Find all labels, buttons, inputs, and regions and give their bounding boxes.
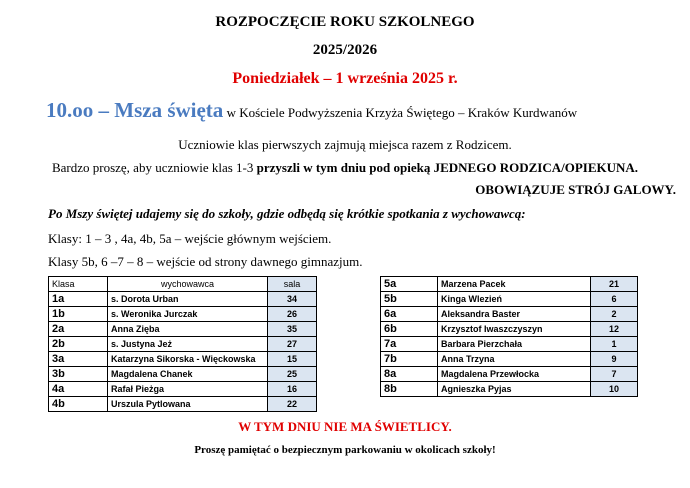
class-cell: 4b — [49, 397, 108, 412]
parent-request-text: Bardzo proszę, aby uczniowie klas 1-3 — [51, 160, 257, 175]
teacher-cell: s. Dorota Urban — [108, 292, 268, 307]
teacher-cell: Kinga Wlezień — [438, 292, 591, 307]
mass-line — [46, 98, 577, 123]
table-row — [49, 397, 317, 412]
teacher-cell: Magdalena Chanek — [108, 367, 268, 382]
teacher-cell: Anna Trzyna — [438, 352, 591, 367]
teacher-cell: Rafał Pieżga — [108, 382, 268, 397]
teacher-cell: Aleksandra Baster — [438, 307, 591, 322]
table-row — [381, 367, 638, 382]
room-cell: 15 — [268, 352, 317, 367]
table-row — [381, 352, 638, 367]
class-cell: 2a — [49, 322, 108, 337]
room-cell: 1 — [591, 337, 638, 352]
teacher-cell: s. Justyna Jeż — [108, 337, 268, 352]
class-cell: 3b — [49, 367, 108, 382]
table-row — [49, 307, 317, 322]
class-cell: 6b — [381, 322, 438, 337]
room-cell: 27 — [268, 337, 317, 352]
class-cell: 5a — [381, 277, 438, 292]
table-row — [381, 322, 638, 337]
teacher-cell: Agnieszka Pyjas — [438, 382, 591, 397]
table-row — [49, 352, 317, 367]
room-cell: 2 — [591, 307, 638, 322]
room-cell: 22 — [268, 397, 317, 412]
room-cell: 35 — [268, 322, 317, 337]
no-daycare-notice: W TYM DNIU NIE MA ŚWIETLICY. — [238, 419, 452, 434]
class-cell: 3a — [49, 352, 108, 367]
school-year: 2025/2026 — [312, 42, 378, 58]
mass-time: 10.oo – Msza święta — [46, 98, 224, 122]
table-row — [381, 307, 638, 322]
room-cell: 16 — [268, 382, 317, 397]
table-row — [381, 277, 638, 292]
table-header-row — [49, 277, 317, 292]
room-cell: 10 — [591, 382, 638, 397]
class-table-left — [48, 276, 317, 412]
room-cell: 6 — [591, 292, 638, 307]
class-table-right — [380, 276, 638, 397]
after-mass-note: Po Mszy świętej udajemy się do szkoły, gdzie odbędą się krótkie spotkania z wychowawcą: — [48, 206, 526, 221]
room-cell: 12 — [591, 322, 638, 337]
teacher-cell: s. Weronika Jurczak — [108, 307, 268, 322]
header-sala: sala — [268, 277, 317, 292]
mass-place: w Kościele Podwyższenia Krzyża Świętego – Kraków Kurdwanów — [223, 105, 578, 120]
room-cell: 34 — [268, 292, 317, 307]
class-cell: 1b — [49, 307, 108, 322]
class-cell: 4a — [49, 382, 108, 397]
entrance-side: Klasy 5b, 6 –7 – 8 – wejście od strony dawnego gimnazjum. — [48, 254, 363, 269]
teacher-cell: Katarzyna Sikorska - Więckowska — [108, 352, 268, 367]
table-row — [381, 382, 638, 397]
teacher-cell: Barbara Pierzchała — [438, 337, 591, 352]
event-date: Poniedziałek – 1 września 2025 r. — [232, 70, 458, 87]
teacher-cell: Marzena Pacek — [438, 277, 591, 292]
parking-notice: Proszę pamiętać o bezpiecznym parkowaniu w okolicach szkoły! — [194, 444, 496, 456]
class-cell: 1a — [49, 292, 108, 307]
room-cell: 26 — [268, 307, 317, 322]
room-cell: 7 — [591, 367, 638, 382]
table-row — [49, 322, 317, 337]
table-row — [49, 337, 317, 352]
table-row — [381, 337, 638, 352]
class-cell: 8b — [381, 382, 438, 397]
class-cell: 5b — [381, 292, 438, 307]
teacher-cell: Magdalena Przewłocka — [438, 367, 591, 382]
header-klasa: Klasa — [49, 277, 108, 292]
parent-request-bold: przyszli w tym dniu pod opieką JEDNEGO RODZICA/OPIEKUNA. — [256, 160, 639, 175]
room-cell: 25 — [268, 367, 317, 382]
teacher-cell: Anna Zięba — [108, 322, 268, 337]
room-cell: 21 — [591, 277, 638, 292]
table-row — [49, 367, 317, 382]
table-row — [381, 292, 638, 307]
dress-code: OBOWIĄZUJE STRÓJ GALOWY. — [475, 182, 676, 197]
class-cell: 8a — [381, 367, 438, 382]
teacher-cell: Krzysztof Iwaszczyszyn — [438, 322, 591, 337]
class-cell: 6a — [381, 307, 438, 322]
class-cell: 2b — [49, 337, 108, 352]
table-row — [49, 292, 317, 307]
first-grade-note: Uczniowie klas pierwszych zajmują miejsca razem z Rodzicem. — [178, 137, 512, 152]
table-row — [49, 382, 317, 397]
parent-request — [0, 160, 690, 176]
class-cell: 7a — [381, 337, 438, 352]
room-cell: 9 — [591, 352, 638, 367]
class-cell: 7b — [381, 352, 438, 367]
entrance-main: Klasy: 1 – 3 , 4a, 4b, 5a – wejście głównym wejściem. — [48, 231, 332, 246]
teacher-cell: Urszula Pytlowana — [108, 397, 268, 412]
header-wychowawca: wychowawca — [108, 277, 268, 292]
page-title: ROZPOCZĘCIE ROKU SZKOLNEGO — [215, 14, 475, 30]
